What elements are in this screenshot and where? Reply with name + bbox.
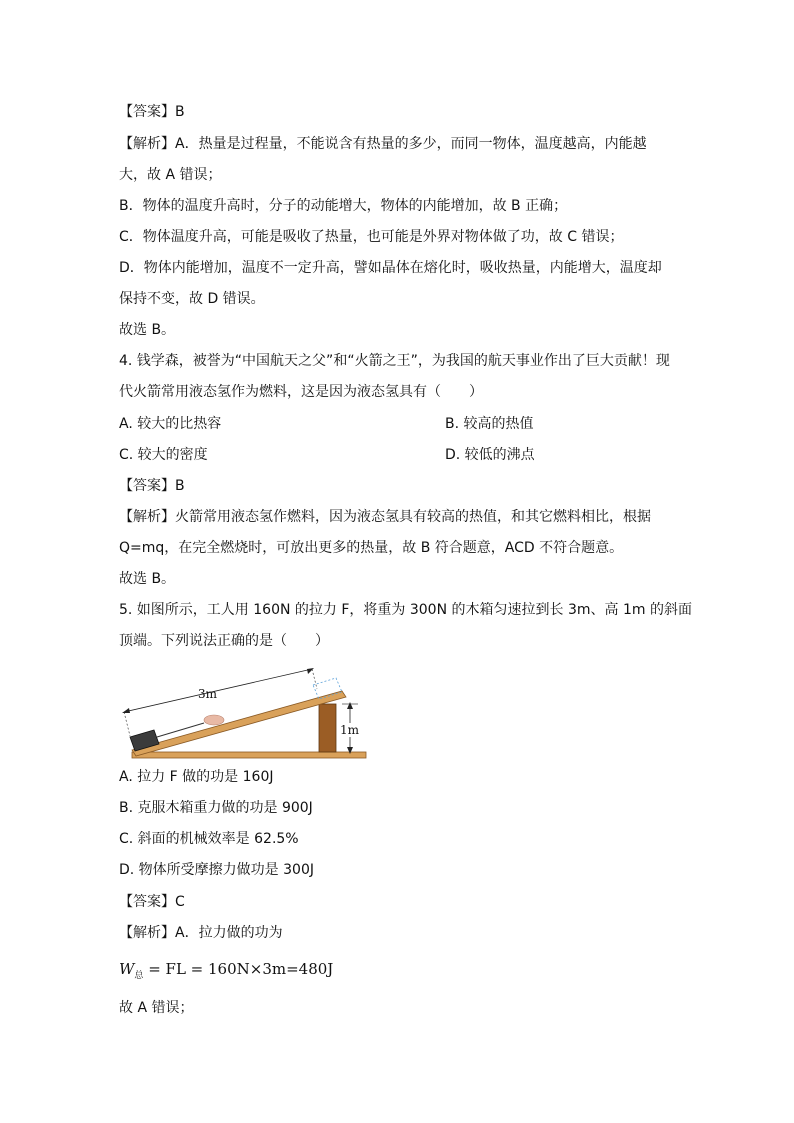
q3-answer: 【答案】B (119, 104, 185, 120)
length-tick-left (124, 712, 130, 736)
hand-icon (204, 715, 224, 725)
q4-option-a: A. 较大的比热容 (119, 416, 222, 432)
q4-conclusion: 故选 B。 (119, 571, 176, 587)
ground-board (132, 752, 366, 758)
q4-option-c: C. 较大的密度 (119, 447, 208, 463)
length-dimension-line (124, 669, 312, 712)
q5-option-c: C. 斜面的机械效率是 62.5% (119, 831, 299, 847)
q5-option-d: D. 物体所受摩擦力做功是 300J (119, 862, 314, 878)
incline-plank (132, 691, 346, 756)
length-label: 3m (198, 687, 218, 701)
q3-analysis-c: C．物体温度升高，可能是吸收了热量，也可能是外界对物体做了功，故 C 错误； (119, 229, 624, 245)
q3-analysis-line-1: 【解析】A．热量是过程量，不能说含有热量的多少，而同一物体，温度越高，内能越 (119, 136, 647, 152)
q5-option-a: A. 拉力 F 做的功是 160J (119, 769, 274, 785)
height-arrow-top (347, 702, 353, 709)
q4-analysis-line-2: Q=mq，在完全燃烧时，可放出更多的热量，故 B 符合题意，ACD 不符合题意。 (119, 540, 624, 556)
height-label: 1m (340, 723, 360, 737)
q5-analysis-line-1: 【解析】A．拉力做的功为 (119, 925, 283, 941)
q3-conclusion: 故选 B。 (119, 322, 176, 338)
q3-analysis-d-line-1: D．物体内能增加，温度不一定升高，譬如晶体在熔化时，吸收热量，内能增大，温度却 (119, 260, 662, 276)
q5-answer: 【答案】C (119, 894, 185, 910)
q4-analysis-line-1: 【解析】火箭常用液态氢作燃料，因为液态氢具有较高的热值，和其它燃料相比，根据 (119, 509, 651, 525)
q3-analysis-line-2: 大，故 A 错误； (119, 167, 222, 183)
q3-analysis-d-line-2: 保持不变，故 D 错误。 (119, 291, 265, 307)
q4-stem-line-1: 4. 钱学森，被誉为“中国航天之父”和“火箭之王”，为我国的航天事业作出了巨大贡献！现 (119, 353, 670, 369)
formula-rhs: = FL = 160N×3m=480J (143, 960, 334, 978)
q4-option-d: D. 较低的沸点 (445, 447, 535, 463)
q5-stem-line-2: 顶端。下列说法正确的是（ ） (119, 633, 329, 649)
q5-stem-line-1: 5. 如图所示，工人用 160N 的拉力 F，将重为 300N 的木箱匀速拉到长 3m、高 1m 的斜面 (119, 602, 692, 618)
q5-after-formula: 故 A 错误； (119, 1000, 194, 1016)
length-arrow-left (122, 708, 130, 713)
q4-stem-line-2: 代火箭常用液态氢作为燃料，这是因为液态氢具有（ ） (119, 384, 483, 400)
formula-lhs: W (119, 960, 135, 978)
length-tick-right (312, 669, 317, 689)
formula-subscript: 总 (134, 971, 144, 981)
q5-option-b: B. 克服木箱重力做的功是 900J (119, 800, 313, 816)
incline-diagram (118, 664, 370, 764)
q4-answer: 【答案】B (119, 478, 185, 494)
q3-analysis-b: B．物体的温度升高时，分子的动能增大，物体的内能增加，故 B 正确； (119, 198, 568, 214)
work-formula (119, 959, 333, 986)
q4-option-b: B. 较高的热值 (445, 416, 534, 432)
support-post (319, 704, 336, 752)
